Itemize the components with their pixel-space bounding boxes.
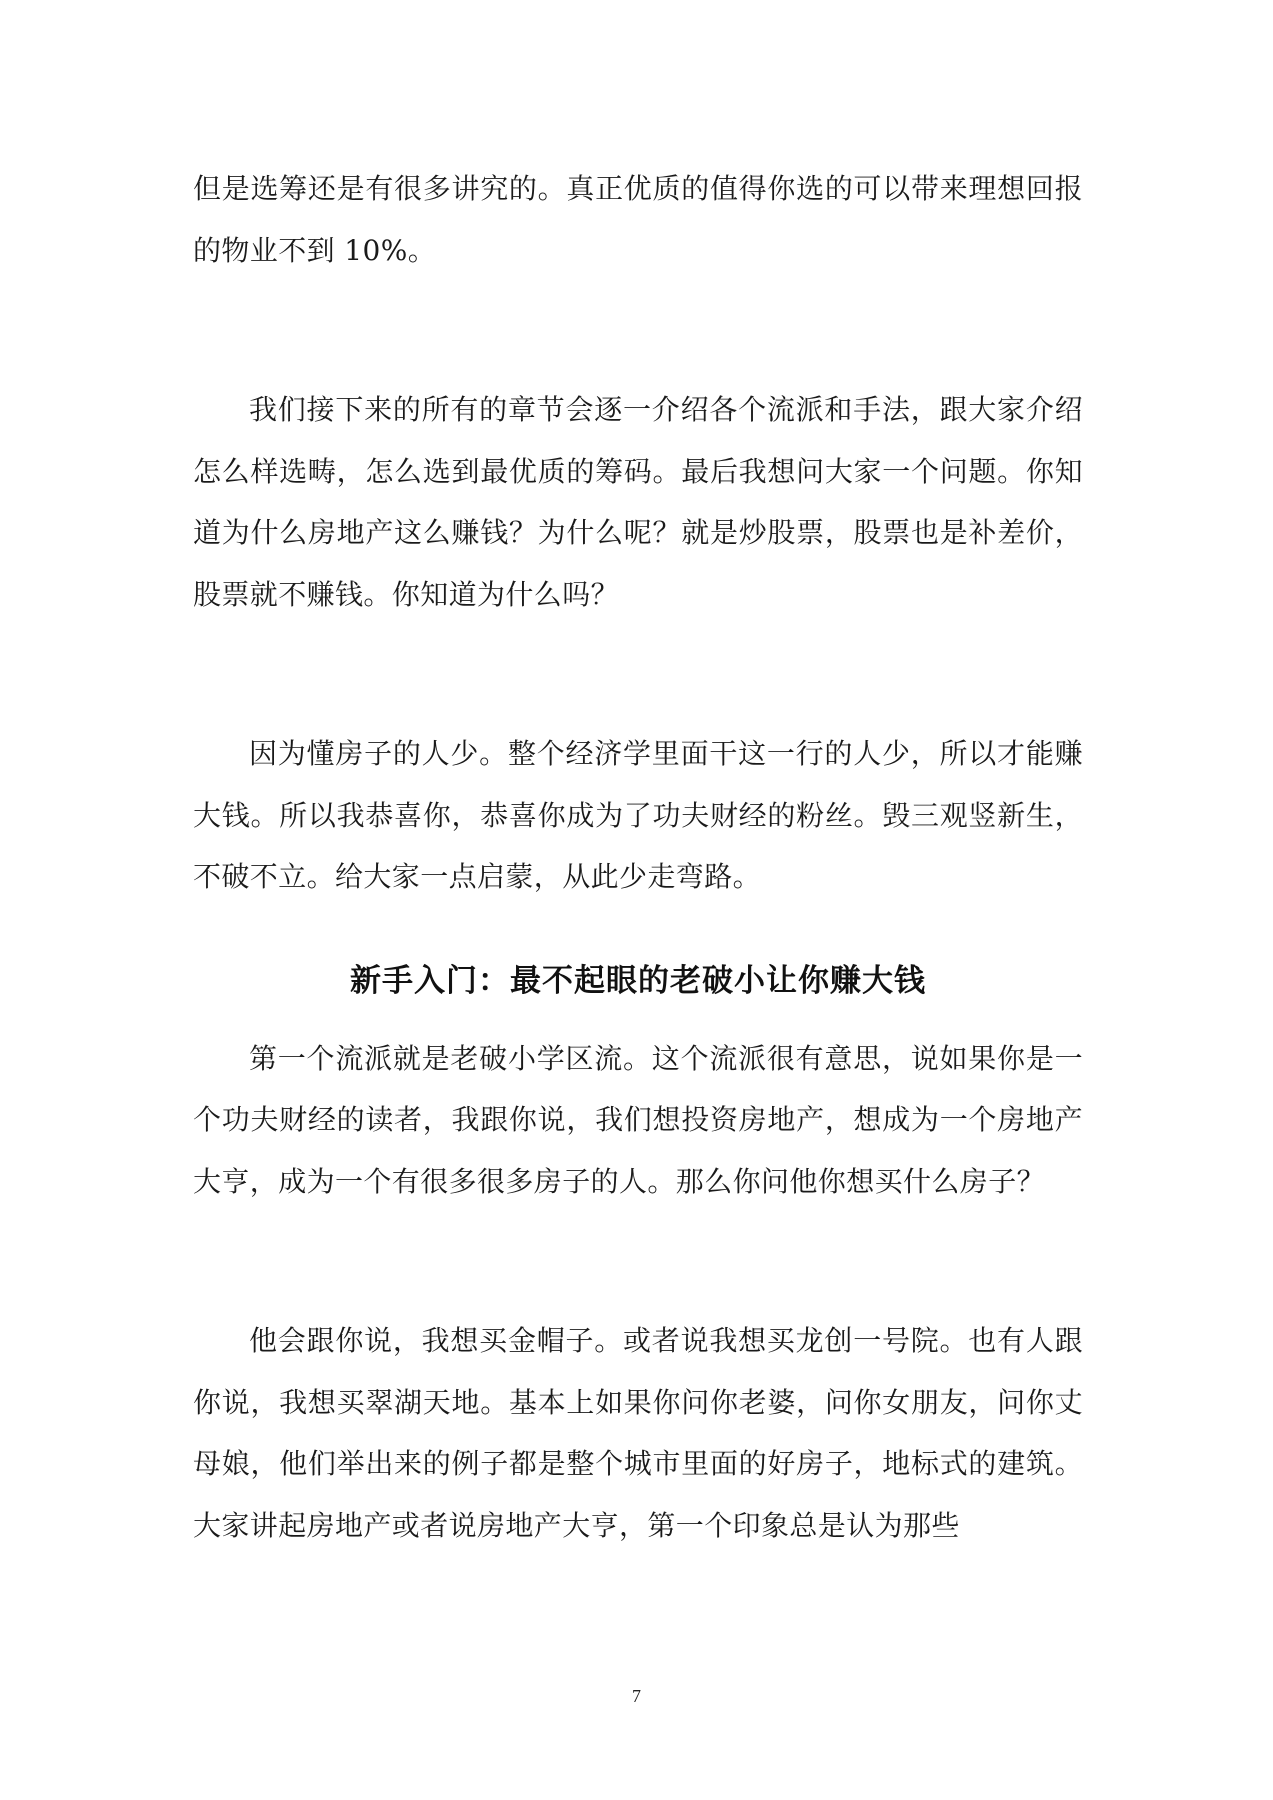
heading-spacer — [193, 1016, 1083, 1028]
paragraph-few-experts: 因为懂房子的人少。整个经济学里面干这一行的人少，所以才能赚大钱。所以我恭喜你，恭喜你成为了功夫财经的粉丝。毁三观竖新生，不破不立。给大家一点启蒙，从此少走弯路。 — [193, 737, 1083, 893]
paragraph-chapters-intro: 我们接下来的所有的章节会逐一介绍各个流派和手法，跟大家介绍怎么样选畴，怎么选到最优质的筹码。最后我想问大家一个问题。你知道为什么房地产这么赚钱？为什么呢？就是炒股票，股票也是补差价，股票就不赚钱。你知道为什么吗？ — [193, 393, 1083, 611]
page-content — [193, 158, 1083, 1556]
heading-spacer — [193, 908, 1083, 946]
paragraph-landmark-examples: 他会跟你说，我想买金帽子。或者说我想买龙创一号院。也有人跟你说，我想买翠湖天地。基本上如果你问你老婆，问你女朋友，问你丈母娘，他们举出来的例子都是整个城市里面的好房子，地标式的建筑。大家讲起房地产或者说房地产大亨，第一个印象总是认为那些 — [193, 1324, 1083, 1542]
paragraph-first-school: 第一个流派就是老破小学区流。这个流派很有意思，说如果你是一个功夫财经的读者，我跟你说，我们想投资房地产，想成为一个房地产大亨，成为一个有很多很多房子的人。那么你问他你想买什么房子？ — [193, 1041, 1083, 1198]
paragraph-spacer — [193, 1212, 1083, 1310]
paragraph-spacer — [193, 625, 1083, 723]
paragraph-spacer — [193, 281, 1083, 379]
paragraph-continued: 但是选筹还是有很多讲究的。真正优质的值得你选的可以带来理想回报的物业不到 10%。 — [193, 172, 1083, 267]
section-heading: 新手入门：最不起眼的老破小让你赚大钱 — [350, 962, 926, 999]
page-number: 7 — [632, 1686, 641, 1706]
